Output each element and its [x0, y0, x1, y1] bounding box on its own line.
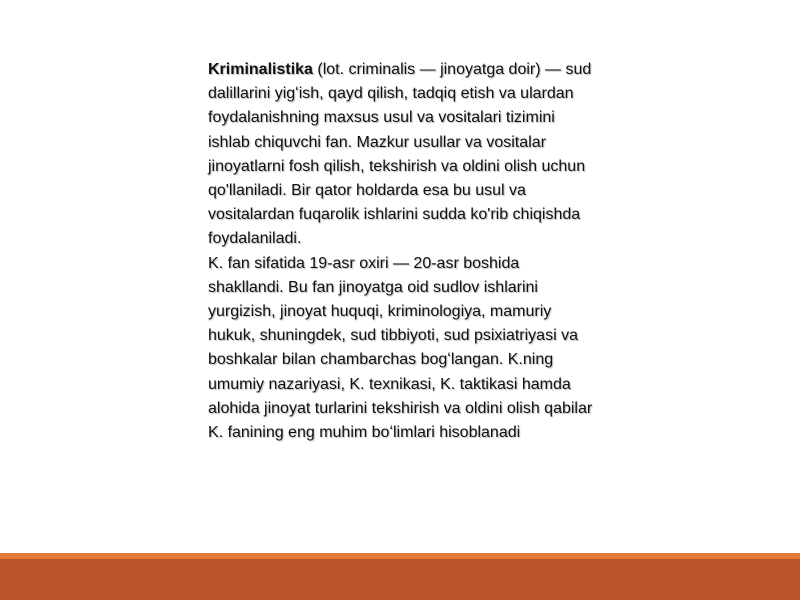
slide-text-block: [208, 58, 593, 445]
footer-accent-bar: [0, 553, 800, 600]
definition-paragraph: [208, 58, 593, 252]
footer-highlight-stripe: [0, 553, 800, 559]
definition-text: (lot. criminalis — jinoyatga doir) — sud dalillarini yigʻish, qayd qilish, tadqiq etish va ulardan foydalanishning maxsus usul va vositalari tizimini ishlab chiquvchi fan. Mazkur usullar va vositalar jinoyatlarni fosh qilish, tekshirish va oldini olish uchun qo'llaniladi. Bir qator holdarda esa bu usul va vositalardan fuqarolik ishlarini sudda ko'rib chiqishda foydalaniladi.: [208, 61, 592, 248]
term-heading: Kriminalistika: [208, 61, 313, 78]
history-paragraph: K. fan sifatida 19-asr oxiri — 20-asr boshida shakllandi. Bu fan jinoyatga oid sudlov ishlarini yurgizish, jinoyat huquqi, kriminologiya, mamuriy hukuk, shuningdek, sud tibbiyoti, sud psixiatriyasi va boshkalar bilan chambarchas bogʻlangan. K.ning umumiy nazariyasi, K. texnikasi, K. taktikasi hamda alohida jinoyat turlarini tekshirish va oldini olish qabilar K. fanining eng muhim boʻlimlari hisoblanadi: [208, 254, 593, 442]
